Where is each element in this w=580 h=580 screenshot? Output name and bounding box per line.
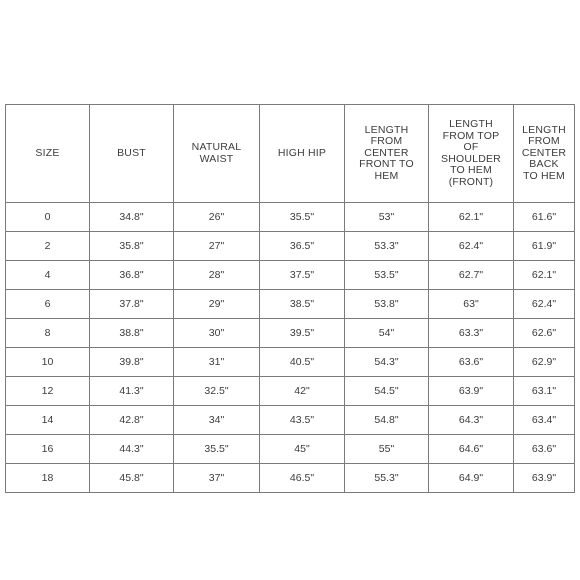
header-natural-waist: NATURAL WAIST xyxy=(174,105,260,203)
table-cell: 32.5" xyxy=(174,377,260,406)
table-cell: 54" xyxy=(345,319,429,348)
table-cell: 63.9" xyxy=(429,377,514,406)
table-cell: 10 xyxy=(6,348,90,377)
table-cell: 62.1" xyxy=(429,203,514,232)
table-cell: 63" xyxy=(429,290,514,319)
header-size: SIZE xyxy=(6,105,90,203)
header-length-center-front: LENGTH FROM CENTER FRONT TO HEM xyxy=(345,105,429,203)
table-cell: 27" xyxy=(174,232,260,261)
table-cell: 63.6" xyxy=(429,348,514,377)
table-row xyxy=(6,203,575,232)
header-bust: BUST xyxy=(90,105,174,203)
table-row xyxy=(6,435,575,464)
table-cell: 62.1" xyxy=(514,261,575,290)
table-cell: 6 xyxy=(6,290,90,319)
table-cell: 42" xyxy=(260,377,345,406)
table-cell: 37.5" xyxy=(260,261,345,290)
table-cell: 39.8" xyxy=(90,348,174,377)
table-cell: 46.5" xyxy=(260,464,345,493)
table-cell: 45" xyxy=(260,435,345,464)
table-row xyxy=(6,406,575,435)
table-cell: 53.8" xyxy=(345,290,429,319)
table-cell: 16 xyxy=(6,435,90,464)
table-row xyxy=(6,348,575,377)
table-row xyxy=(6,290,575,319)
table-cell: 53" xyxy=(345,203,429,232)
table-cell: 54.3" xyxy=(345,348,429,377)
header-length-shoulder-front: LENGTH FROM TOP OF SHOULDER TO HEM (FRONT) xyxy=(429,105,514,203)
table-row xyxy=(6,464,575,493)
table-cell: 31" xyxy=(174,348,260,377)
table-cell: 44.3" xyxy=(90,435,174,464)
table-cell: 63.9" xyxy=(514,464,575,493)
table-cell: 39.5" xyxy=(260,319,345,348)
table-cell: 35.8" xyxy=(90,232,174,261)
table-cell: 62.6" xyxy=(514,319,575,348)
table-cell: 4 xyxy=(6,261,90,290)
table-row xyxy=(6,377,575,406)
table-cell: 35.5" xyxy=(174,435,260,464)
table-cell: 63.1" xyxy=(514,377,575,406)
table-cell: 12 xyxy=(6,377,90,406)
table-cell: 35.5" xyxy=(260,203,345,232)
size-chart-table xyxy=(5,104,575,493)
header-length-center-back: LENGTH FROM CENTER BACK TO HEM xyxy=(514,105,575,203)
table-cell: 36.8" xyxy=(90,261,174,290)
header-row xyxy=(6,105,575,203)
size-chart-body xyxy=(6,203,575,493)
table-cell: 40.5" xyxy=(260,348,345,377)
table-cell: 53.5" xyxy=(345,261,429,290)
table-cell: 61.9" xyxy=(514,232,575,261)
table-cell: 45.8" xyxy=(90,464,174,493)
table-cell: 62.9" xyxy=(514,348,575,377)
table-cell: 34.8" xyxy=(90,203,174,232)
table-cell: 62.4" xyxy=(514,290,575,319)
table-cell: 55.3" xyxy=(345,464,429,493)
table-cell: 43.5" xyxy=(260,406,345,435)
table-cell: 61.6" xyxy=(514,203,575,232)
table-cell: 41.3" xyxy=(90,377,174,406)
table-row xyxy=(6,261,575,290)
header-high-hip: HIGH HIP xyxy=(260,105,345,203)
table-cell: 54.8" xyxy=(345,406,429,435)
table-cell: 42.8" xyxy=(90,406,174,435)
table-cell: 62.4" xyxy=(429,232,514,261)
table-cell: 36.5" xyxy=(260,232,345,261)
table-row xyxy=(6,232,575,261)
table-cell: 37.8" xyxy=(90,290,174,319)
table-cell: 2 xyxy=(6,232,90,261)
table-row xyxy=(6,319,575,348)
table-cell: 63.3" xyxy=(429,319,514,348)
table-cell: 26" xyxy=(174,203,260,232)
table-cell: 8 xyxy=(6,319,90,348)
table-cell: 63.6" xyxy=(514,435,575,464)
table-cell: 64.3" xyxy=(429,406,514,435)
table-cell: 14 xyxy=(6,406,90,435)
table-cell: 0 xyxy=(6,203,90,232)
table-cell: 55" xyxy=(345,435,429,464)
table-cell: 37" xyxy=(174,464,260,493)
table-cell: 53.3" xyxy=(345,232,429,261)
table-cell: 38.8" xyxy=(90,319,174,348)
table-cell: 62.7" xyxy=(429,261,514,290)
table-cell: 34" xyxy=(174,406,260,435)
table-cell: 54.5" xyxy=(345,377,429,406)
table-cell: 30" xyxy=(174,319,260,348)
table-cell: 64.9" xyxy=(429,464,514,493)
table-cell: 18 xyxy=(6,464,90,493)
size-chart-header xyxy=(6,105,575,203)
table-cell: 29" xyxy=(174,290,260,319)
table-cell: 64.6" xyxy=(429,435,514,464)
table-cell: 63.4" xyxy=(514,406,575,435)
table-cell: 28" xyxy=(174,261,260,290)
table-cell: 38.5" xyxy=(260,290,345,319)
